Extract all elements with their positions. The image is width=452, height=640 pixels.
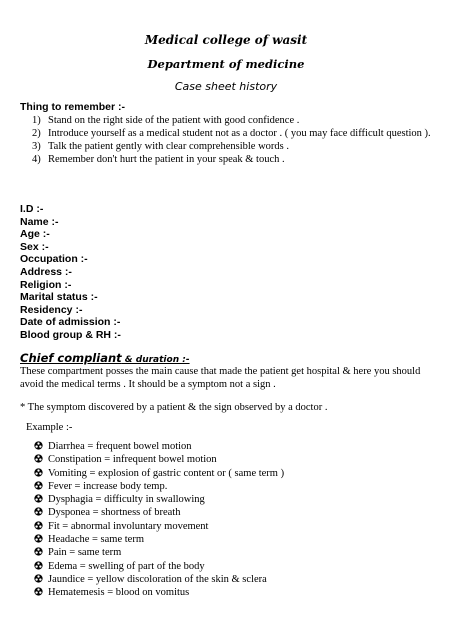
field-date-of-admission: Date of admission :- <box>20 316 121 329</box>
department-title: Department of medicine <box>147 57 305 71</box>
case-sheet-title: Case sheet history <box>174 80 278 93</box>
flower-bullet-icon <box>34 574 43 583</box>
term-text: Constipation = infrequent bowel motion <box>48 454 217 466</box>
term-text: Fit = abnormal involuntary movement <box>48 520 209 532</box>
terms-list <box>34 440 284 600</box>
field-marital-status: Marital status :- <box>20 291 98 304</box>
term-text: Diarrhea = frequent bowel motion <box>48 441 192 452</box>
list-item <box>34 467 284 480</box>
list-item <box>34 506 284 519</box>
field-name: Name :- <box>20 215 59 228</box>
field-sex: Sex :- <box>20 240 49 253</box>
list-item <box>34 493 284 506</box>
term-text: Headache = same term <box>48 534 144 546</box>
flower-bullet-icon <box>34 468 43 477</box>
list-item <box>34 560 284 573</box>
list-item <box>20 140 432 153</box>
list-item <box>34 480 284 493</box>
field-age: Age :- <box>20 228 50 241</box>
college-title: Medical college of wasit <box>144 33 308 47</box>
flower-bullet-icon <box>34 587 43 596</box>
chief-heading-main: Chief compliant <box>20 351 122 365</box>
list-number: 4) <box>32 154 41 165</box>
chief-complaint-heading <box>20 351 190 365</box>
flower-bullet-icon <box>34 441 43 450</box>
term-text: Jaundice = yellow discoloration of the skin & sclera <box>48 573 267 585</box>
field-blood-group: Blood group & RH :- <box>20 328 121 341</box>
list-item <box>34 520 284 533</box>
flower-bullet-icon <box>34 481 43 490</box>
flower-bullet-icon <box>34 547 43 556</box>
term-text: Fever = increase body temp. <box>48 480 168 492</box>
list-item <box>34 440 284 453</box>
flower-bullet-icon <box>34 534 43 543</box>
list-text: Remember don't hurt the patient in your speak & touch . <box>48 154 285 165</box>
flower-bullet-icon <box>34 507 43 516</box>
things-to-remember-list <box>20 114 432 166</box>
chief-paragraph: These compartment posses the main cause that made the patient get hospital & here you should avoid the medical terms . It should be a symptom not a sign . <box>20 366 421 390</box>
list-item <box>34 573 284 586</box>
flower-bullet-icon <box>34 561 43 570</box>
flower-bullet-icon <box>34 454 43 463</box>
list-text: Introduce yourself as a medical student not as a doctor . ( you may face difficult question ). <box>48 128 431 139</box>
list-item <box>20 153 432 166</box>
list-item <box>34 453 284 466</box>
term-text: Hematemesis = blood on vomitus <box>48 587 190 599</box>
chief-heading-rest: & duration :- <box>121 355 190 365</box>
flower-bullet-icon <box>34 494 43 503</box>
example-label: Example :- <box>26 422 73 433</box>
symptom-sign-note: * The symptom discovered by a patient & the sign observed by a doctor . <box>20 402 328 413</box>
term-text: Edema = swelling of part of the body <box>48 560 205 572</box>
list-text: Stand on the right side of the patient with good confidence . <box>48 115 300 126</box>
list-number: 1) <box>32 115 41 126</box>
things-to-remember-heading: Thing to remember :- <box>20 101 126 113</box>
list-item <box>34 533 284 546</box>
term-text: Pain = same term <box>48 547 122 559</box>
field-religion: Religion :- <box>20 278 72 291</box>
field-residency: Residency :- <box>20 303 83 316</box>
field-address: Address :- <box>20 265 72 278</box>
list-item <box>20 114 432 127</box>
term-text: Dysponea = shortness of breath <box>48 507 181 519</box>
list-number: 3) <box>32 141 41 152</box>
list-text: Talk the patient gently with clear comprehensible words . <box>48 141 289 152</box>
patient-fields <box>20 203 121 342</box>
list-item <box>34 586 284 599</box>
field-occupation: Occupation :- <box>20 253 88 266</box>
list-item <box>20 127 432 140</box>
list-item <box>34 546 284 559</box>
term-text: Vomiting = explosion of gastric content or ( same term ) <box>48 467 285 479</box>
list-number: 2) <box>32 128 41 139</box>
field-id: I.D :- <box>20 203 44 215</box>
term-text: Dysphagia = difficulty in swallowing <box>48 494 205 506</box>
flower-bullet-icon <box>34 521 43 530</box>
